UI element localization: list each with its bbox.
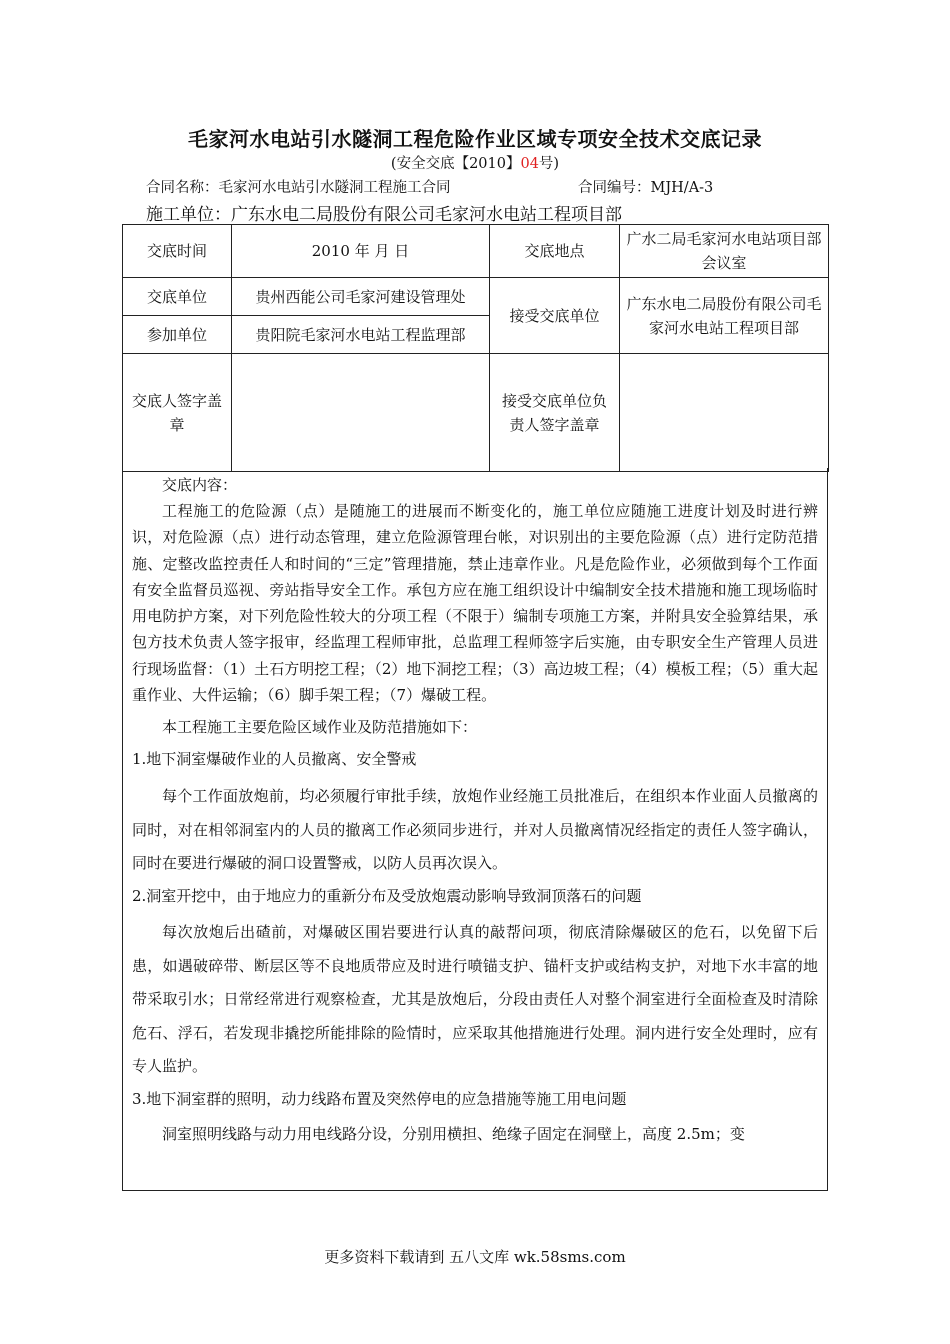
paragraph-intro: 工程施工的危险源（点）是随施工的进展而不断变化的，施工单位应随施工进度计划及时进行辨识，对危险源（点）进行动态管理，建立危险源管理台帐，对识别出的主要危险源（点）进行定防范措施、定整改监控责任人和时间的“三定”管理措施，禁止违章作业。凡是危险作业，必须做到每个工作面有安全监督员巡视、旁站指导安全工作。承包方应在施工组织设计中编制安全技术措施和施工现场临时用电防护方案，对下列危险性较大的分项工程（不限于）编制专项施工方案，并附具安全验算结果，承包方技术负责人签字报审，经监理工程师审批，总监理工程师签字后实施，由专职安全生产管理人员进行现场监督：（1）土石方明挖工程；（2）地下洞挖工程；（3）高边坡工程；（4）模板工程；（5）重大起重作业、大件运输；（6）脚手架工程；（7）爆破工程。 <box>132 502 818 705</box>
paragraph-1: 每个工作面放炮前，均必须履行审批手续，放炮作业经施工员批准后，在组织本作业面人员撤离的同时，对在相邻洞室内的人员的撤离工作必须同步进行，并对人员撤离情况经指定的责任人签字确认，同时在要进行爆破的洞口设置警戒，以防人员再次误入。 <box>132 787 818 873</box>
receiver-value: 广东水电二局股份有限公司毛家河水电站工程项目部 <box>620 278 829 354</box>
place-value: 广水二局毛家河水电站项目部会议室 <box>620 225 829 278</box>
receiver-signer-field <box>620 354 829 472</box>
content-section <box>122 468 828 1191</box>
paragraph-3: 洞室照明线路与动力用电线路分设，分别用横担、绝缘子固定在洞壁上，高度 2.5m；变 <box>162 1125 745 1144</box>
participant-value: 贵阳院毛家河水电站工程监理部 <box>232 316 490 354</box>
heading-2: 2.洞室开挖中，由于地应力的重新分布及受放炮震动影响导致洞顶落石的问题 <box>132 886 642 905</box>
footer-text: 更多资料下载请到 五八文库 wk.58sms.com <box>324 1248 626 1266</box>
subtitle-prefix: (安全交底【2010】 <box>390 156 521 172</box>
signer-field <box>232 354 490 472</box>
place-label: 交底地点 <box>490 225 620 278</box>
info-table <box>122 224 829 472</box>
signer-label: 交底人签字盖章 <box>123 354 232 472</box>
receiver-label: 接受交底单位 <box>490 278 620 354</box>
unit-value: 贵州西能公司毛家河建设管理处 <box>232 278 490 316</box>
contract-number: 合同编号：MJH/A-3 <box>578 180 714 196</box>
document-title: 毛家河水电站引水隧洞工程危险作业区域专项安全技术交底记录 <box>188 127 762 151</box>
contract-name: 合同名称：毛家河水电站引水隧洞工程施工合同 <box>146 180 451 196</box>
paragraph-overview: 本工程施工主要危险区域作业及防范措施如下： <box>162 718 478 737</box>
time-value: 2010 年 月 日 <box>232 225 490 278</box>
subtitle-suffix: 号) <box>538 156 560 172</box>
subtitle-number: 04 <box>520 156 539 172</box>
content-label: 交底内容： <box>162 476 238 494</box>
construction-unit: 施工单位：广东水电二局股份有限公司毛家河水电站工程项目部 <box>146 205 622 225</box>
heading-3: 3.地下洞室群的照明，动力线路布置及突然停电的应急措施等施工用电问题 <box>132 1089 627 1108</box>
document-subtitle <box>0 152 950 173</box>
receiver-signer-label: 接受交底单位负责人签字盖章 <box>490 354 620 472</box>
participant-label: 参加单位 <box>123 316 232 354</box>
heading-1: 1.地下洞室爆破作业的人员撤离、安全警戒 <box>132 749 417 768</box>
unit-label: 交底单位 <box>123 278 232 316</box>
time-label: 交底时间 <box>123 225 232 278</box>
paragraph-2: 每次放炮后出碴前，对爆破区围岩要进行认真的敲帮问项，彻底清除爆破区的危石，以免留下后患，如遇破碎带、断层区等不良地质带应及时进行喷锚支护、锚杆支护或结构支护，对地下水丰富的地带采取引水；日常经常进行观察检查，尤其是放炮后，分段由责任人对整个洞室进行全面检查及时清除危石、浮石，若发现非撬挖所能排除的险情时，应采取其他措施进行处理。洞内进行安全处理时，应有专人监护。 <box>132 923 818 1076</box>
